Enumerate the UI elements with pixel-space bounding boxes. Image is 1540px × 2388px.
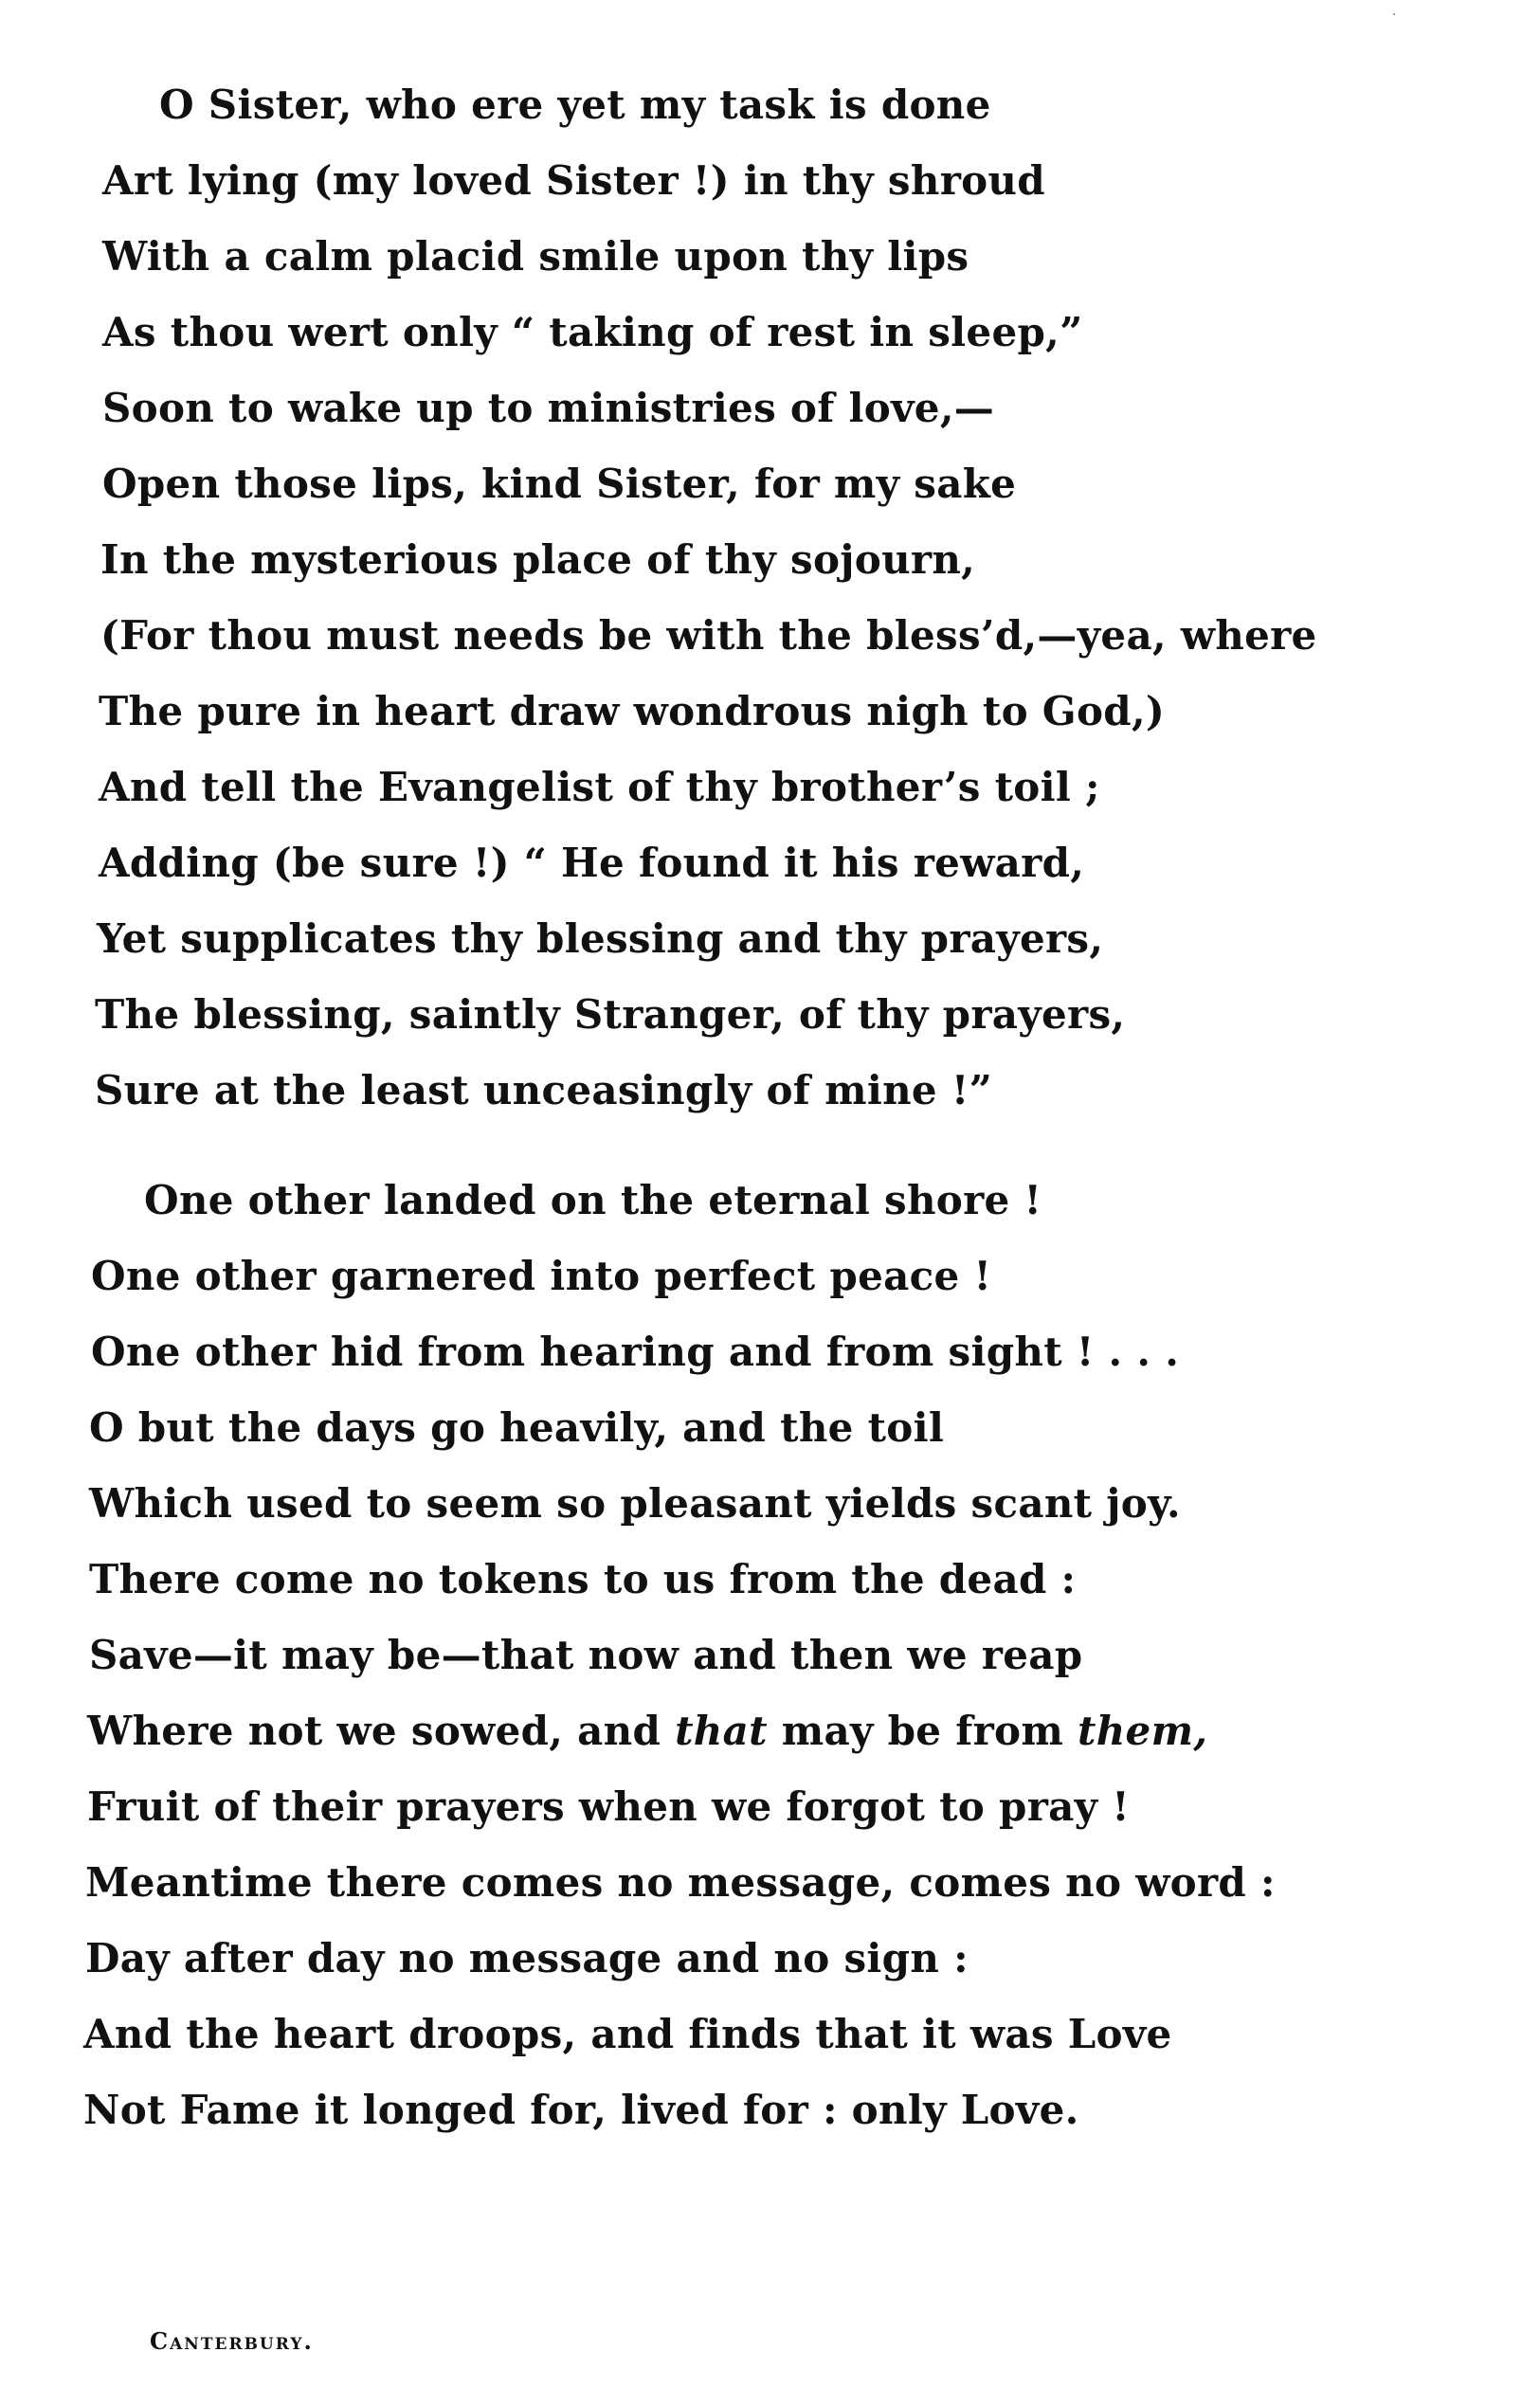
poem-line: O Sister, who ere yet my task is done: [159, 81, 991, 128]
poem-line: And tell the Evangelist of thy brother’s toil ;: [99, 764, 1100, 810]
poem-line: The blessing, saintly Stranger, of thy prayers,: [95, 991, 1126, 1038]
poem-line: And the heart droops, and finds that it was Love: [83, 2011, 1172, 2057]
line-segment: may be from: [767, 1708, 1078, 1754]
poem-line: Day after day no message and no sign :: [85, 1935, 969, 1981]
poem-line: One other landed on the eternal shore !: [144, 1177, 1042, 1223]
poem-line: Open those lips, kind Sister, for my sake: [102, 461, 1017, 507]
poem-line: Sure at the least unceasingly of mine !”: [95, 1067, 993, 1113]
poem-line: In the mysterious place of thy sojourn,: [100, 536, 976, 583]
poem-line: With a calm placid smile upon thy lips: [102, 233, 969, 280]
paper-speck: [1393, 13, 1395, 15]
poem-line: (For thou must needs be with the bless’d,—yea, where: [100, 612, 1317, 659]
poem-line-emphasis: [87, 1708, 1208, 1754]
poem-line: Meantime there comes no message, comes no word :: [85, 1859, 1276, 1906]
line-segment: Where not we sowed, and: [87, 1708, 676, 1754]
poem-line: Soon to wake up to ministries of love,—: [102, 385, 995, 431]
italic-word: that: [675, 1708, 768, 1754]
poem-line: One other hid from hearing and from sight ! . . .: [91, 1329, 1180, 1375]
poem-line: One other garnered into perfect peace !: [91, 1253, 992, 1299]
poem-line: Fruit of their prayers when we forgot to pray !: [87, 1783, 1131, 1830]
poem-line: Which used to seem so pleasant yields scant joy.: [89, 1480, 1181, 1527]
poem-line: As thou wert only “ taking of rest in sleep,”: [102, 309, 1083, 355]
italic-word: them,: [1078, 1708, 1208, 1754]
poem-line: There come no tokens to us from the dead :: [89, 1556, 1077, 1602]
poem-line: Not Fame it longed for, lived for : only Love.: [83, 2087, 1079, 2133]
poem-line: O but the days go heavily, and the toil: [89, 1404, 945, 1451]
place-signature: Canterbury.: [150, 2327, 314, 2355]
poem-line: Adding (be sure !) “ He found it his reward,: [99, 840, 1085, 886]
poem-line: The pure in heart draw wondrous nigh to God,): [99, 688, 1166, 734]
poem-line: Art lying (my loved Sister !) in thy shroud: [102, 157, 1045, 204]
poem-line: Yet supplicates thy blessing and thy prayers,: [97, 915, 1104, 962]
poem-line: Save—it may be—that now and then we reap: [89, 1632, 1083, 1678]
